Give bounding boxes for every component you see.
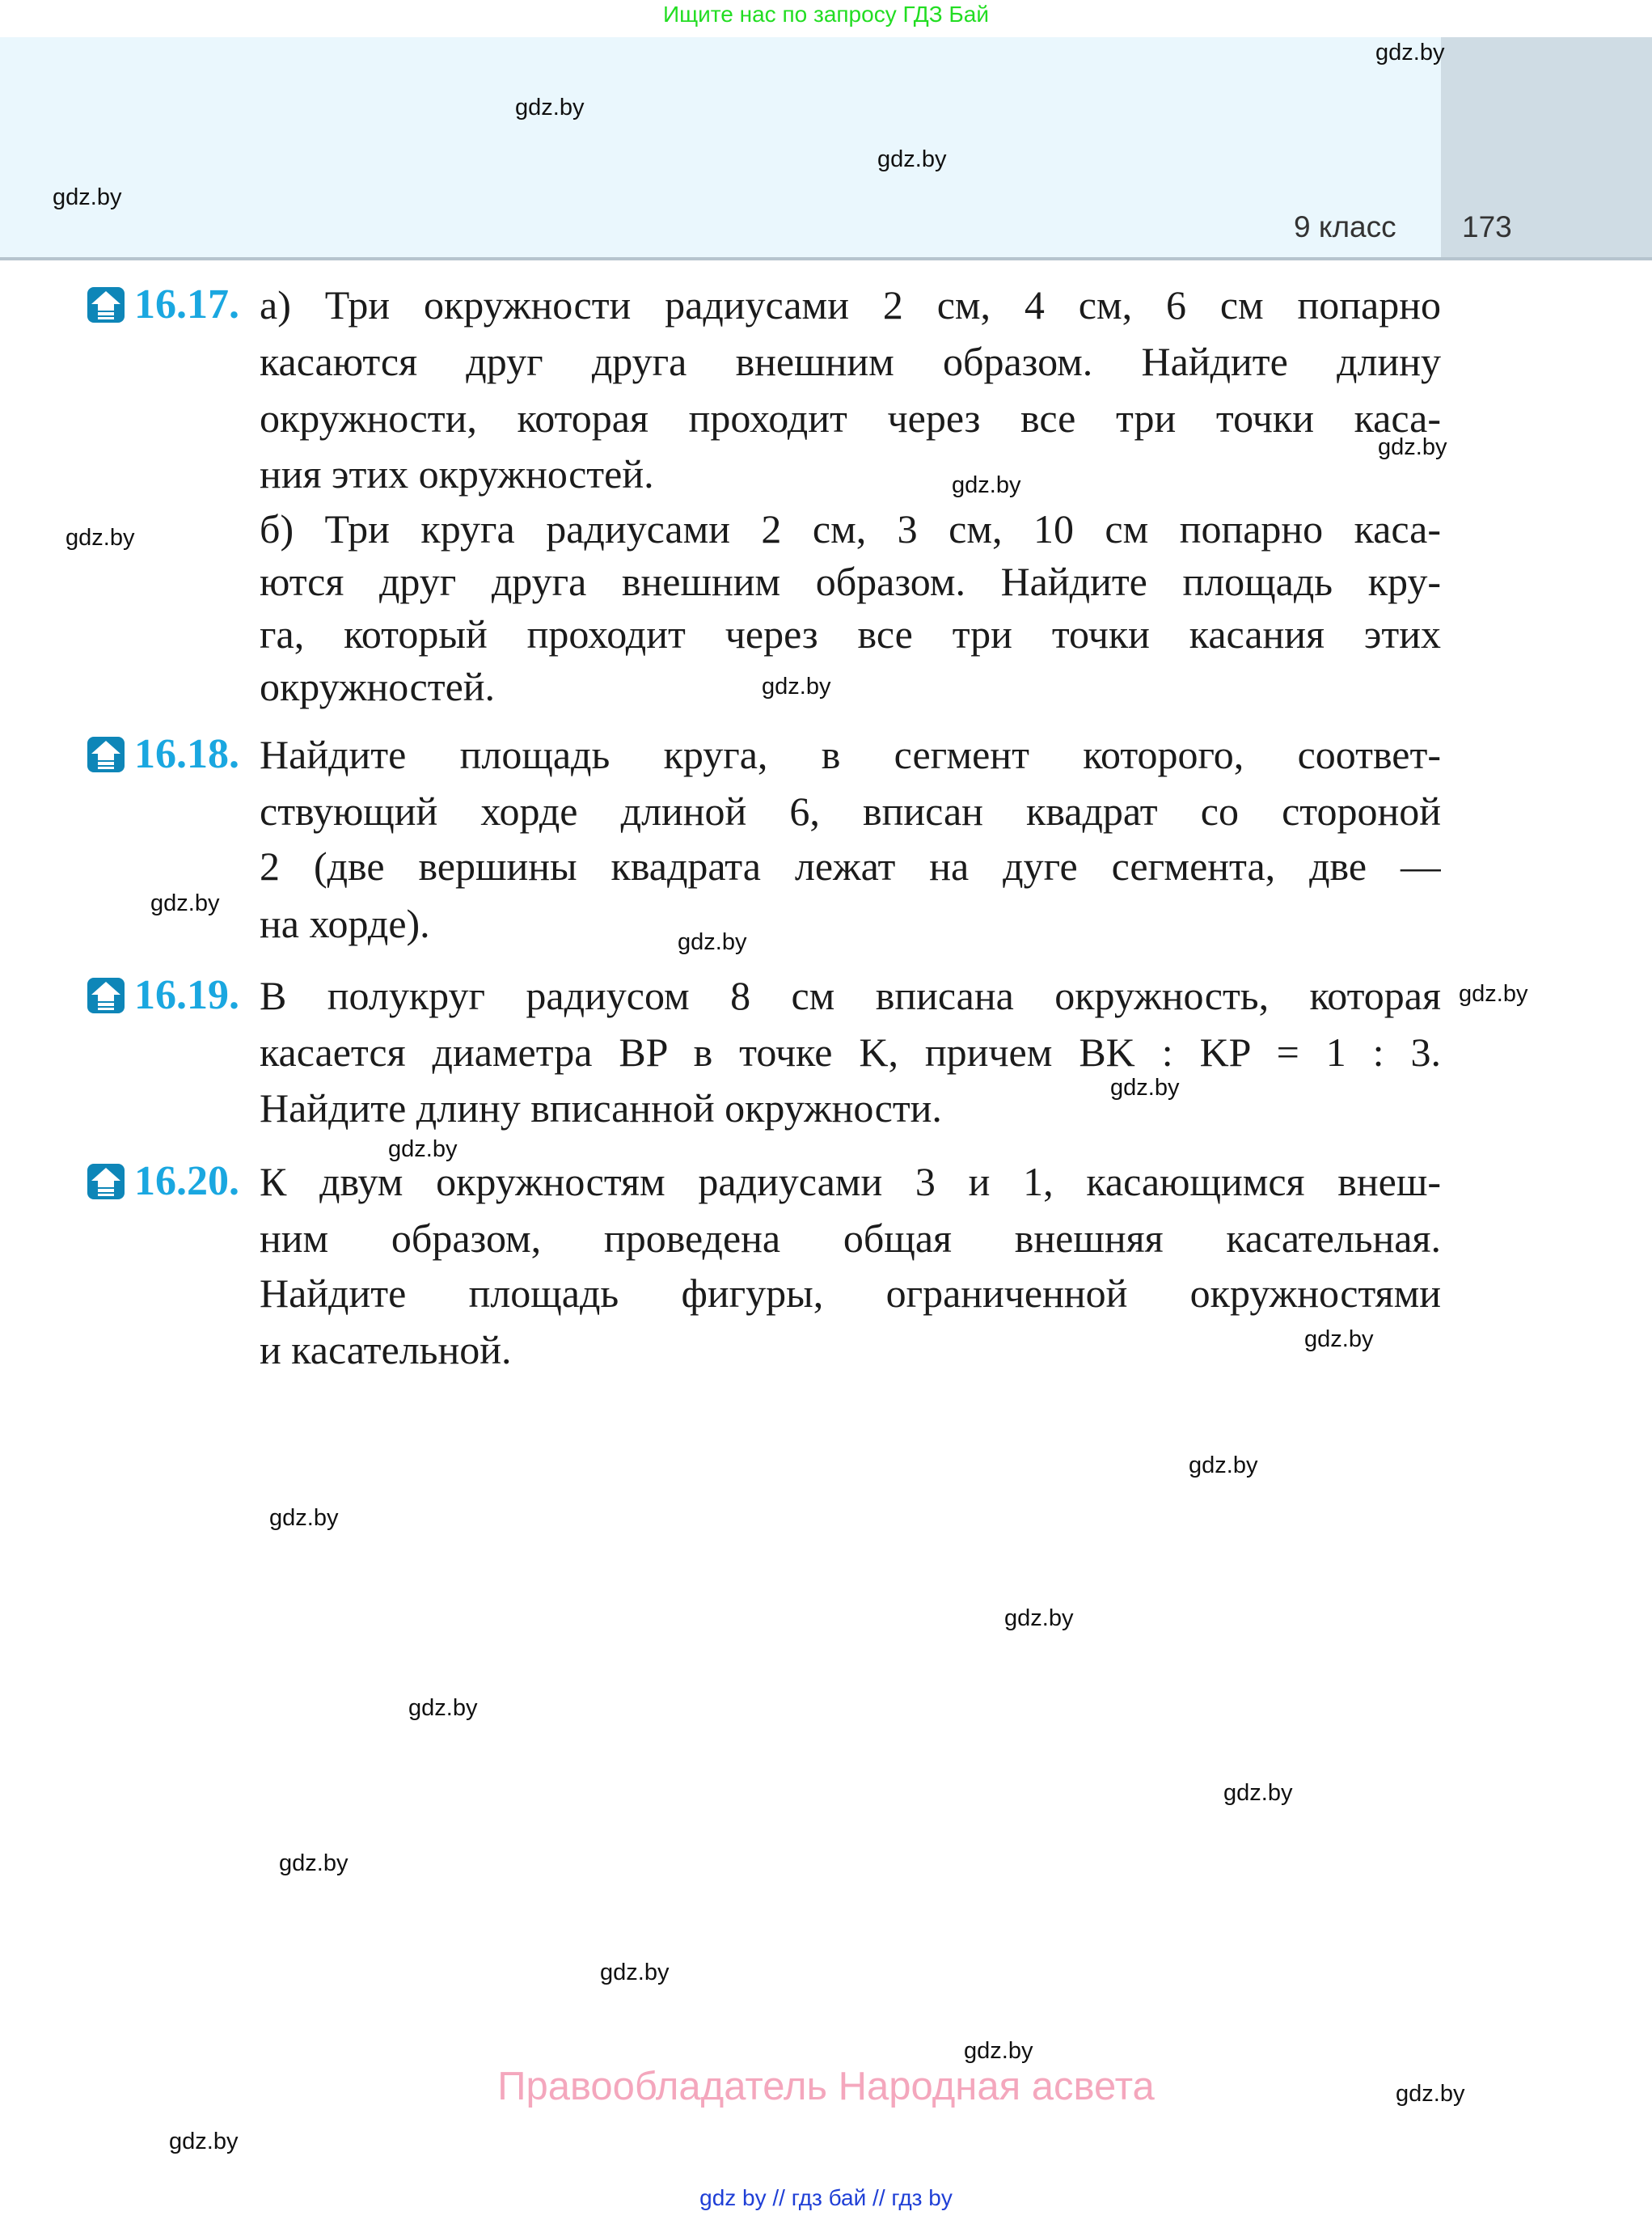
watermark: gdz.by <box>1378 434 1447 460</box>
watermark: gdz.by <box>1304 1326 1374 1352</box>
watermark: gdz.by <box>408 1695 478 1721</box>
problem-text-line: К двум окружностям радиусами 3 и 1, касающимся внеш- <box>260 1159 1441 1204</box>
home-task-icon <box>87 977 125 1014</box>
page-number: 173 <box>1462 210 1512 243</box>
grade-label: 9 класс <box>1294 210 1396 243</box>
problem-text-line: Найдите площадь фигуры, ограниченной окружностями <box>260 1271 1441 1316</box>
problem-text-line: ния этих окружностей. <box>260 451 654 497</box>
home-task-icon <box>87 286 125 323</box>
footer-links: gdz by // гдз бай // гдз by <box>699 2185 953 2210</box>
watermark: gdz.by <box>279 1850 349 1876</box>
problem-text-line: окружностей. <box>260 664 496 709</box>
problem-text-line: касается диаметра BP в точке K, причем BK : KP = 1 : 3. <box>260 1030 1441 1075</box>
problem-text-line: б) Три круга радиусами 2 см, 3 см, 10 см попарно каса- <box>260 506 1441 552</box>
watermark: gdz.by <box>1459 981 1528 1007</box>
watermark: gdz.by <box>600 1960 670 1985</box>
problem-number: 16.19. <box>134 972 239 1018</box>
watermark: gdz.by <box>952 472 1021 498</box>
problem-text-line: ствующий хорде длиной 6, вписан квадрат со стороной <box>260 789 1441 834</box>
problem-text-line: ним образом, проведена общая внешняя касательная. <box>260 1216 1441 1261</box>
watermark: gdz.by <box>65 525 135 551</box>
problem-text-line: а) Три окружности радиусами 2 см, 4 см, 6 см попарно <box>260 282 1441 328</box>
problem-text-line: на хорде). <box>260 901 430 946</box>
watermark: gdz.by <box>678 929 747 955</box>
watermark: gdz.by <box>388 1136 458 1162</box>
watermark: gdz.by <box>877 146 947 172</box>
problem-text-line: и касательной. <box>260 1327 512 1372</box>
watermark: gdz.by <box>515 95 585 121</box>
watermark: gdz.by <box>150 890 220 916</box>
problem-number: 16.20. <box>134 1158 239 1204</box>
watermark: gdz.by <box>1004 1605 1074 1631</box>
watermark: gdz.by <box>762 674 831 700</box>
problem-text-line: В полукруг радиусом 8 см вписана окружность, которая <box>260 973 1441 1018</box>
watermark: gdz.by <box>964 2038 1033 2064</box>
home-task-icon <box>87 736 125 773</box>
watermark: gdz.by <box>1110 1075 1180 1101</box>
watermark: gdz.by <box>1189 1452 1258 1478</box>
watermark: gdz.by <box>1375 40 1445 66</box>
search-hint: Ищите нас по запросу ГДЗ Бай <box>662 2 990 27</box>
watermark: gdz.by <box>169 2129 239 2154</box>
problem-text-line: окружности, которая проходит через все три точки каса- <box>260 395 1441 441</box>
header-band <box>0 37 1441 259</box>
problem-number: 16.17. <box>134 281 239 328</box>
home-task-icon <box>87 1163 125 1200</box>
watermark: gdz.by <box>1223 1780 1293 1806</box>
rights-holder: Правообладатель Народная асвета <box>497 2065 1155 2108</box>
problem-text-line: 2 (две вершины квадрата лежат на дуге сегмента, две — <box>260 844 1441 889</box>
problem-text-line: Найдите площадь круга, в сегмент которого, соответ- <box>260 732 1441 777</box>
header-divider <box>0 257 1652 260</box>
problem-text-line: га, который проходит через все три точки касания этих <box>260 611 1441 657</box>
problem-text-line: ются друг друга внешним образом. Найдите площадь кру- <box>260 559 1441 604</box>
watermark: gdz.by <box>1396 2081 1465 2107</box>
watermark: gdz.by <box>53 184 122 210</box>
problem-number: 16.18. <box>134 731 239 777</box>
problem-text-line: касаются друг друга внешним образом. Найдите длину <box>260 339 1441 384</box>
problem-text-line: Найдите длину вписанной окружности. <box>260 1085 942 1131</box>
watermark: gdz.by <box>269 1505 339 1531</box>
